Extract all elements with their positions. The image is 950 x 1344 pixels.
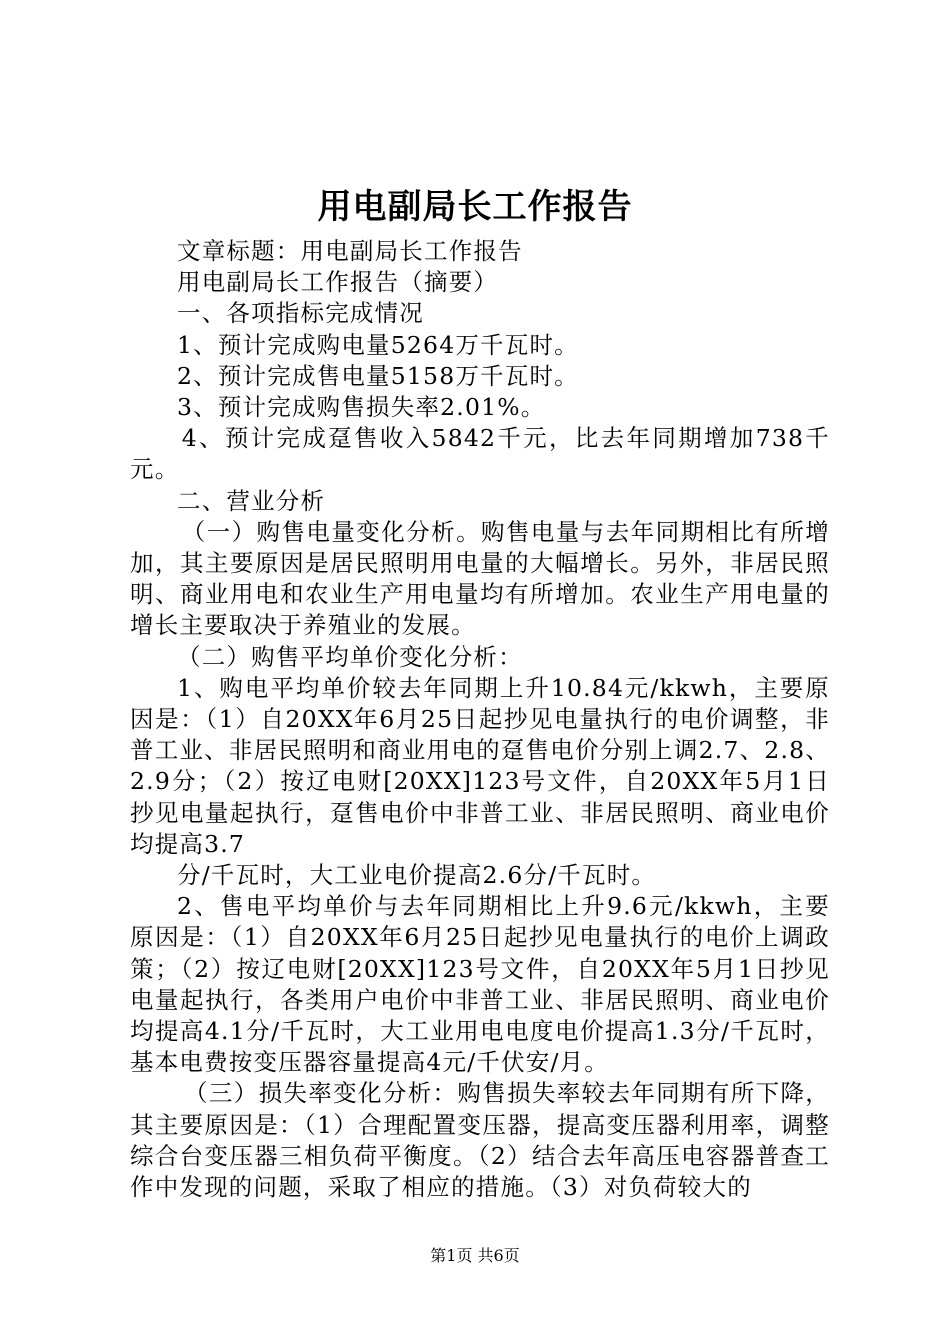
paragraph-purchase-price: 1、购电平均单价较去年同期上升10.84元/kkwh，主要原因是：（1）自20XX年6月25日起抄见电量执行的电价调整，非普工业、非居民照明和商业用电的趸售电价分别上调2.7、2.8、2.9分；（2）按辽电财[20XX]123号文件，自20XX年5月1日抄见电量起执行，趸售电价中非普工业、非居民照明、商业电价均提高3.7 (130, 673, 830, 858)
section-heading-indicators: 一、各项指标完成情况 (177, 299, 424, 328)
paragraph-item-1: 1、预计完成购电量5264万千瓦时。 (177, 330, 579, 359)
page-footer: 第1页 共6页 (430, 1246, 520, 1265)
paragraph-item-2: 2、预计完成售电量5158万千瓦时。 (177, 361, 579, 390)
paragraph-loss-rate: （三）损失率变化分析：购售损失率较去年同期有所下降，其主要原因是：（1）合理配置变压器，提高变压器利用率，调整综合台变压器三相负荷平衡度。（2）结合去年高压电容器普查工作中发现的问题，采取了相应的措施。（3）对负荷较大的 (130, 1079, 830, 1202)
paragraph-purchase-price-cont: 分/千瓦时，大工业电价提高2.6分/千瓦时。 (177, 861, 657, 890)
paragraph-item-4: 4、预计完成趸售收入5842千元，比去年同期增加738千元。 (130, 424, 830, 484)
document-body (130, 236, 830, 1203)
paragraph-price-heading: （二）购售平均单价变化分析： (177, 642, 523, 671)
paragraph-sale-price: 2、售电平均单价与去年同期相比上升9.6元/kkwh，主要原因是：（1）自20XX年6月25日起抄见电量执行的电价上调政策；（2）按辽电财[20XX]123号文件，自20XX年5月1日抄见电量起执行，各类用户电价中非普工业、非居民照明、商业电价均提高4.1分/千瓦时，大工业用电电度电价提高1.3分/千瓦时，基本电费按变压器容量提高4元/千伏安/月。 (130, 892, 830, 1077)
paragraph-item-3: 3、预计完成购售损失率2.01%。 (177, 393, 546, 422)
paragraph-summary-heading: 用电副局长工作报告（摘要） (177, 268, 499, 297)
section-heading-business-analysis: 二、营业分析 (177, 486, 326, 515)
paragraph-article-title: 文章标题：用电副局长工作报告 (177, 237, 523, 265)
document-title: 用电副局长工作报告 (317, 187, 633, 227)
paragraph-volume-analysis: （一）购售电量变化分析。购售电量与去年同期相比有所增加，其主要原因是居民照明用电量的大幅增长。另外，非居民照明、商业用电和农业生产用电量均有所增加。农业生产用电量的增长主要取决于养殖业的发展。 (130, 517, 830, 640)
